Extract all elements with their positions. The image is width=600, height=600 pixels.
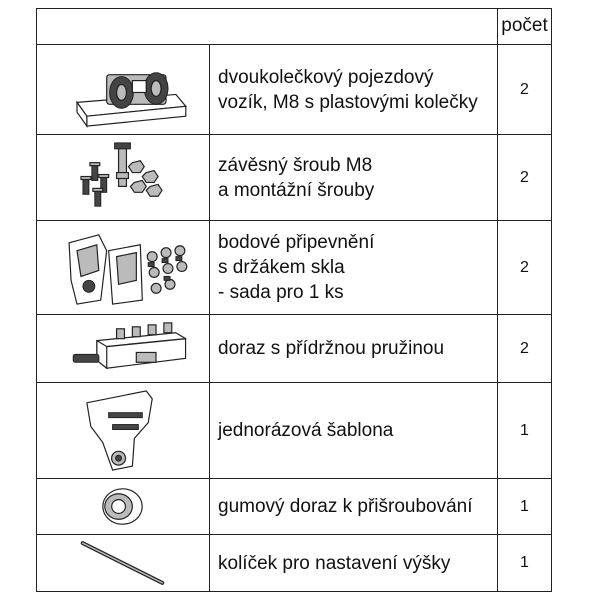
row-quantity: 1 — [497, 535, 551, 591]
table-row — [37, 535, 551, 591]
row-quantity: 2 — [497, 135, 551, 220]
rubber-stop-icon — [37, 479, 210, 534]
row-quantity: 1 — [497, 479, 551, 534]
table-row — [37, 383, 551, 479]
row-description: gumový doraz k přišroubování — [218, 496, 473, 517]
glass-clamp-icon — [37, 221, 210, 314]
table-header — [37, 9, 551, 45]
row-description: doraz s přídržnou pružinou — [218, 338, 445, 359]
row-description: kolíček pro nastavení výšky — [218, 552, 451, 574]
parts-table — [36, 8, 552, 592]
row-description: jednorázová šablona — [218, 420, 394, 441]
row-quantity: 2 — [497, 221, 551, 314]
height-pin-icon — [37, 535, 210, 591]
table-row — [37, 315, 551, 383]
spring-stop-icon — [37, 315, 210, 382]
roller-carriage-icon — [37, 45, 210, 134]
row-description: bodové připevnění s držákem skla - sada pro 1 ks — [218, 232, 375, 303]
row-quantity: 2 — [497, 45, 551, 134]
row-description: závěsný šroub M8 a montážní šrouby — [218, 154, 375, 201]
table-row — [37, 45, 551, 135]
table-row — [37, 479, 551, 535]
table-row — [37, 221, 551, 315]
count-column-header: počet — [497, 9, 551, 44]
table-row — [37, 135, 551, 221]
screw-set-icon — [37, 135, 210, 220]
row-description: dvoukolečkový pojezdový vozík, M8 s plastovými kolečky — [218, 66, 478, 113]
template-icon — [37, 383, 210, 478]
row-quantity: 2 — [497, 315, 551, 382]
row-quantity: 1 — [497, 383, 551, 478]
